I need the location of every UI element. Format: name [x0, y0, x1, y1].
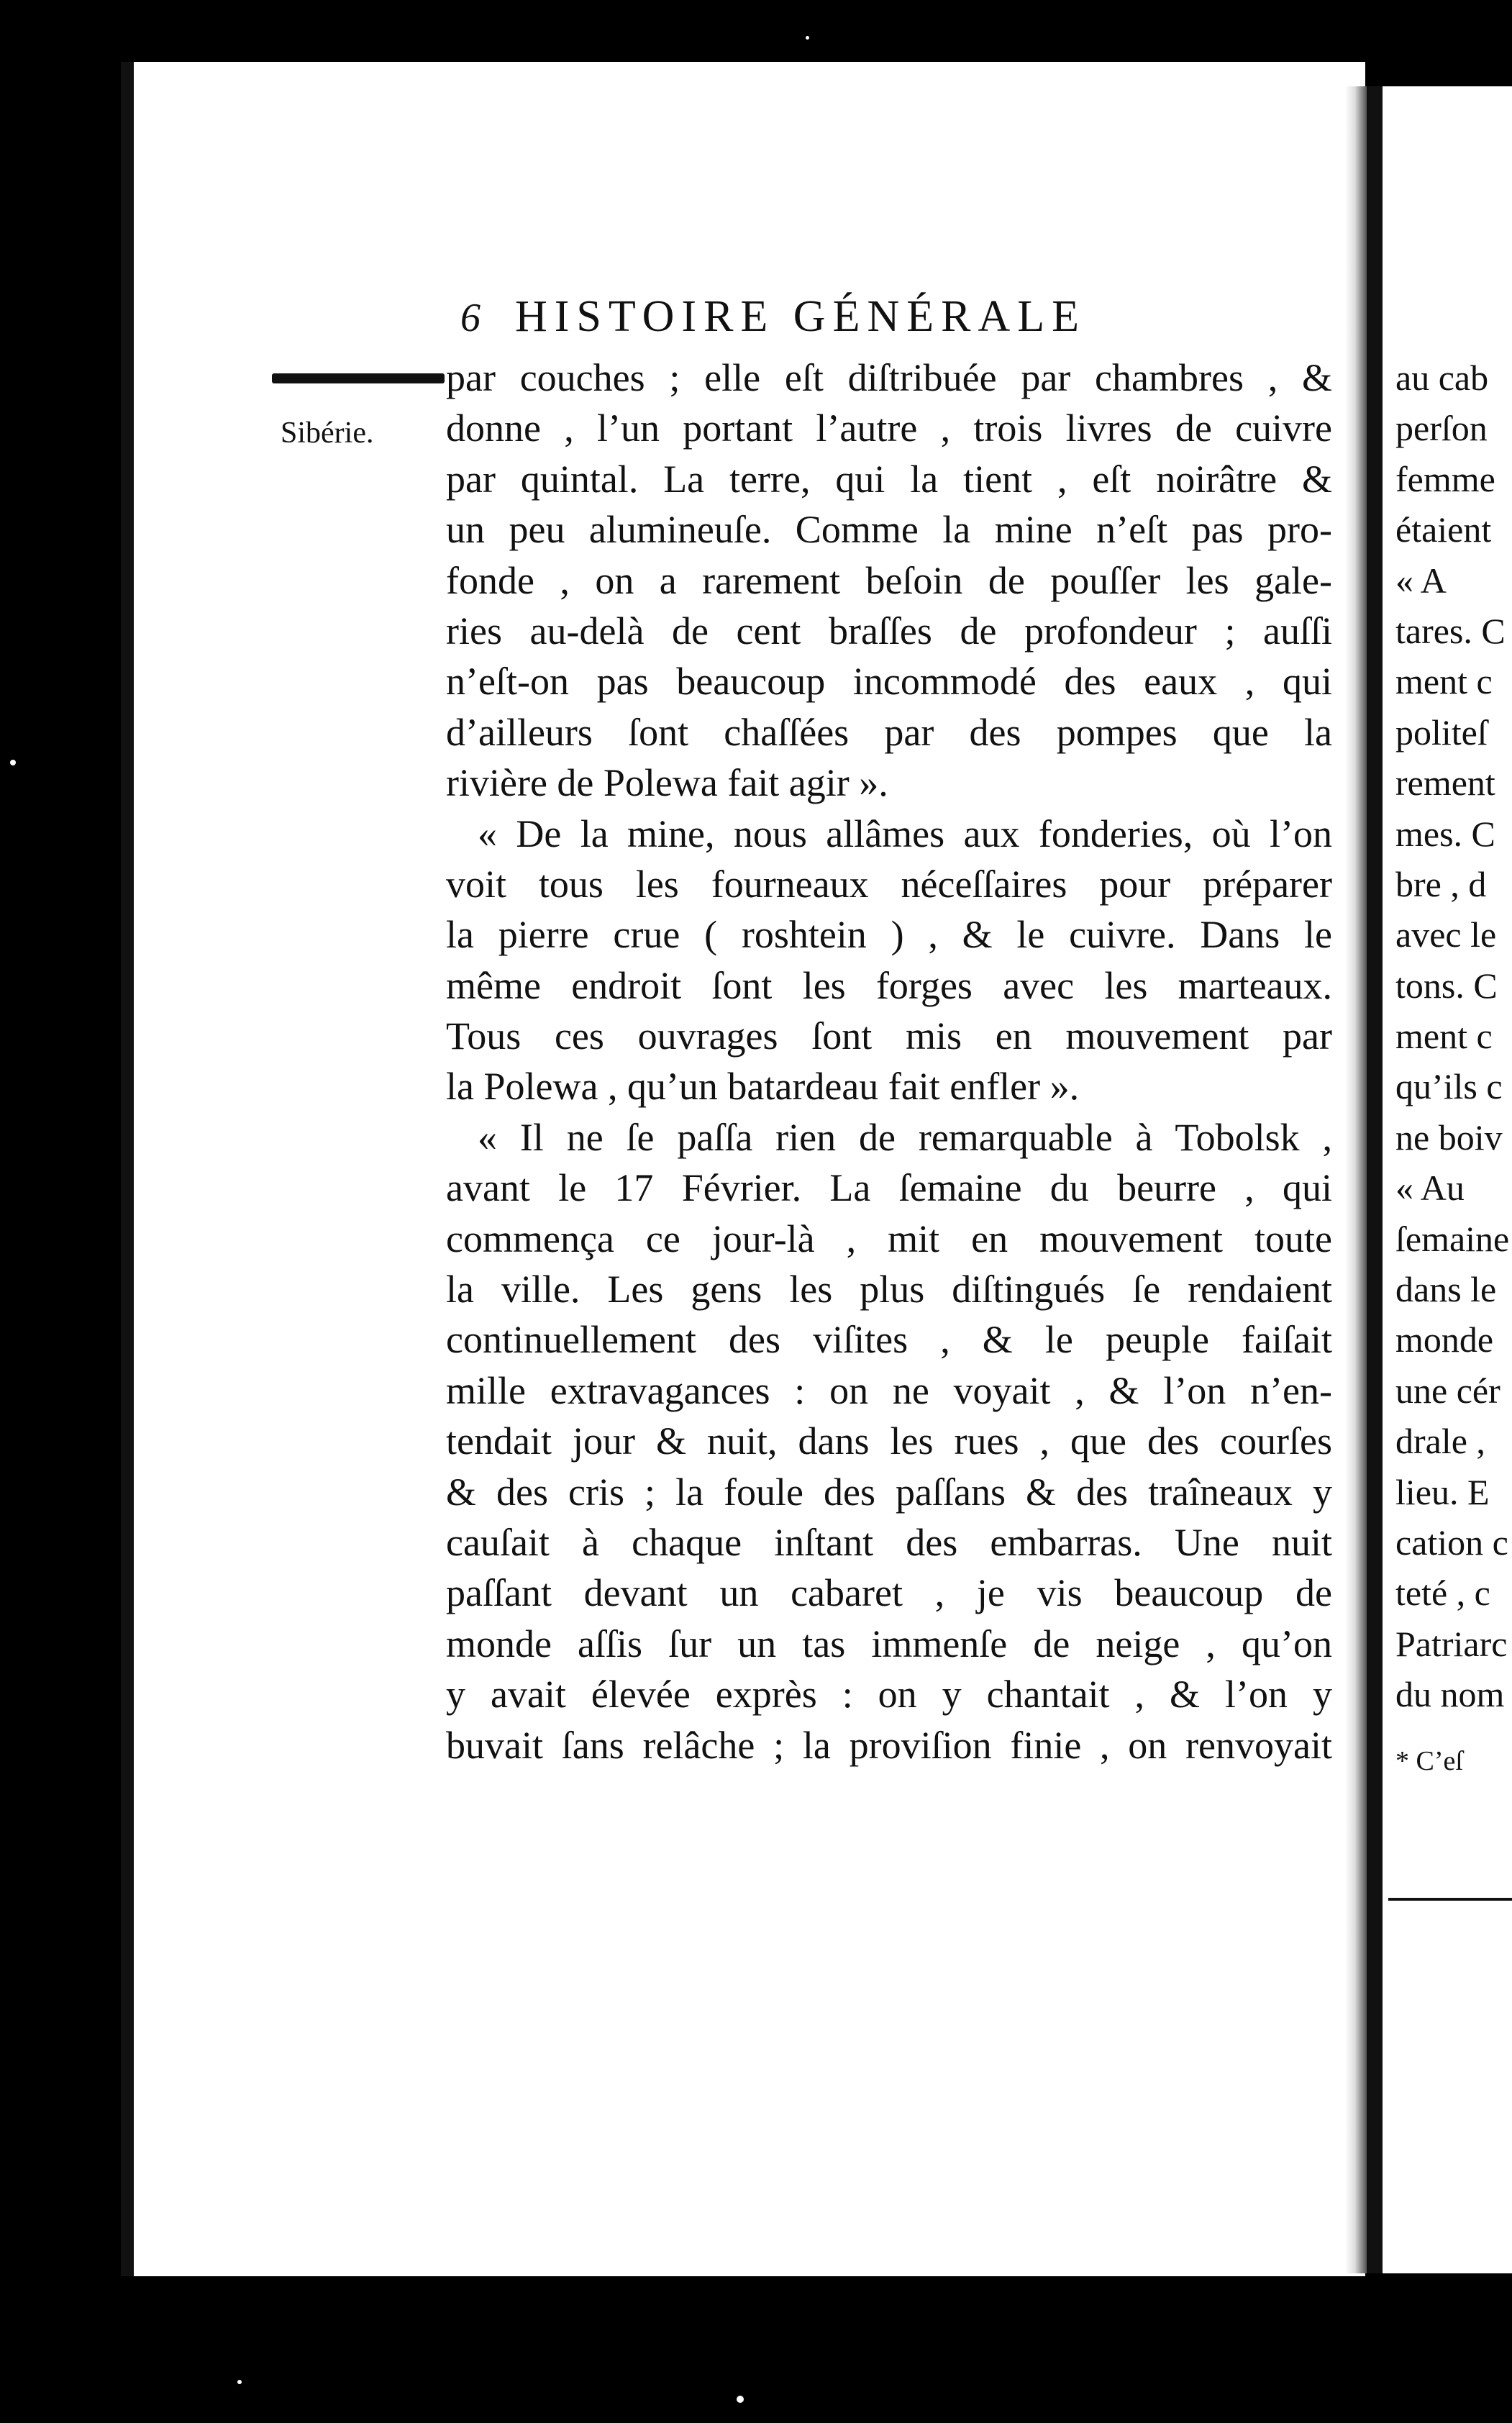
fragment-line: teté , c [1395, 1573, 1490, 1614]
fragment-line: tares. C [1395, 610, 1506, 651]
fragment-line: ſemaine [1395, 1218, 1510, 1259]
fragment-line: ment c [1395, 661, 1493, 702]
page-number: 6 [460, 296, 481, 340]
footnote-fragment: * C’eſ [1395, 1745, 1463, 1776]
fragment-line: rement [1395, 763, 1495, 804]
fragment-line: tons. C [1395, 965, 1498, 1006]
text-line: buvait ſans relâche ; la proviſion finie , on renvoyait [446, 1723, 1332, 1767]
fragment-line: femme [1395, 458, 1495, 499]
text-line: même endroit ſont les forges avec les marteaux. [446, 963, 1332, 1007]
text-line: un peu alumineuſe. Comme la mine n’eſt pas pro- [446, 508, 1332, 552]
text-line: avant le 17 Février. La ſemaine du beurre , qui [446, 1166, 1332, 1210]
text-line: tendait jour & nuit, dans les rues , que des courſes [446, 1419, 1332, 1463]
margin-note: Sibérie. [281, 417, 374, 450]
text-line: fonde , on a rarement beſoin de pouſſer les gale- [446, 558, 1332, 602]
text-line: ries au-delà de cent braſſes de profondeur ; auſſi [446, 609, 1332, 653]
text-line: commença ce jour-là , mit en mouvement toute [446, 1217, 1332, 1260]
scan-speck [737, 2396, 744, 2403]
text-line: par quintal. La terre, qui la tient , eſt noirâtre & [446, 457, 1332, 501]
text-line: y avait élevée exprès : on y chantait , & l’on y [446, 1673, 1332, 1717]
fragment-line: Patriarc [1395, 1623, 1508, 1664]
text-line: par couches ; elle eſt diſtribuée par chambres , & [446, 356, 1332, 399]
fragment-line: ne boiv [1395, 1117, 1503, 1158]
fragment-line: « Au [1395, 1168, 1465, 1209]
text-line: monde aſſis ſur un tas immenſe de neige , qu’on [446, 1622, 1332, 1665]
text-line: la ville. Les gens les plus diſtingués ſe rendaient [446, 1268, 1332, 1311]
fragment-line: monde [1395, 1319, 1494, 1360]
text-line: Tous ces ouvrages ſont mis en mouvement par [446, 1014, 1332, 1058]
fragment-line: ment c [1395, 1016, 1493, 1057]
fragment-line: dans le [1395, 1269, 1497, 1310]
text-line: rivière de Polewa fait agir ». [446, 761, 888, 805]
fragment-line: drale , [1395, 1421, 1485, 1462]
body-text [446, 353, 1332, 1770]
text-line: la Polewa , qu’un batardeau fait enfler ». [446, 1065, 1080, 1109]
text-line: n’eſt-on pas beaucoup incommodé des eaux , qui [446, 660, 1332, 704]
fragment-line: au cab [1395, 358, 1489, 398]
fragment-line: une cér [1395, 1370, 1500, 1411]
scan-speck [10, 760, 16, 765]
text-line: voit tous les fourneaux néceſſaires pour préparer [446, 862, 1332, 906]
fragment-line: qu’ils c [1395, 1066, 1503, 1107]
text-line: cauſait à chaque inſtant des embarras. Une nuit [446, 1520, 1332, 1564]
text-line: « Il ne ſe paſſa rien de remarquable à Tobolsk , [478, 1115, 1332, 1159]
running-title: HISTOIRE GÉNÉRALE [515, 292, 1086, 341]
right-page-text [1395, 353, 1512, 1786]
fragment-line: avec le [1395, 914, 1497, 955]
text-line: d’ailleurs ſont chaſſées par des pompes que la [446, 710, 1332, 754]
text-line: donne , l’un portant l’autre , trois livres de cuivre [446, 406, 1332, 450]
fragment-line: bre , d [1395, 863, 1487, 904]
text-line: continuellement des viſites , & le peuple faiſait [446, 1318, 1332, 1362]
text-line: « De la mine, nous allâmes aux fonderies, où l’on [478, 812, 1332, 855]
fragment-line: « A [1395, 560, 1447, 601]
fragment-line: perſon [1395, 408, 1488, 449]
scan-speck [237, 2380, 242, 2384]
text-line: paſſant devant un cabaret , je vis beaucoup de [446, 1571, 1332, 1615]
fragment-line: du nom [1395, 1674, 1505, 1715]
text-line: mille extravagances : on ne voyait , & l’on n’en- [446, 1368, 1332, 1412]
running-head [460, 291, 1352, 342]
scan-speck [806, 36, 809, 40]
fragment-line: étaient [1395, 509, 1492, 550]
fragment-line: lieu. E [1395, 1471, 1490, 1512]
footnote-rule [1388, 1898, 1512, 1901]
fragment-line: mes. C [1395, 813, 1495, 854]
text-line: & des cris ; la foule des paſſans & des traîneaux y [446, 1470, 1332, 1514]
book-gutter [1345, 86, 1370, 2273]
margin-rule-mark [272, 373, 445, 383]
fragment-line: cation c [1395, 1522, 1508, 1563]
fragment-line: politeſ [1395, 712, 1488, 753]
text-line: la pierre crue ( roshtein ) , & le cuivre. Dans le [446, 913, 1332, 957]
